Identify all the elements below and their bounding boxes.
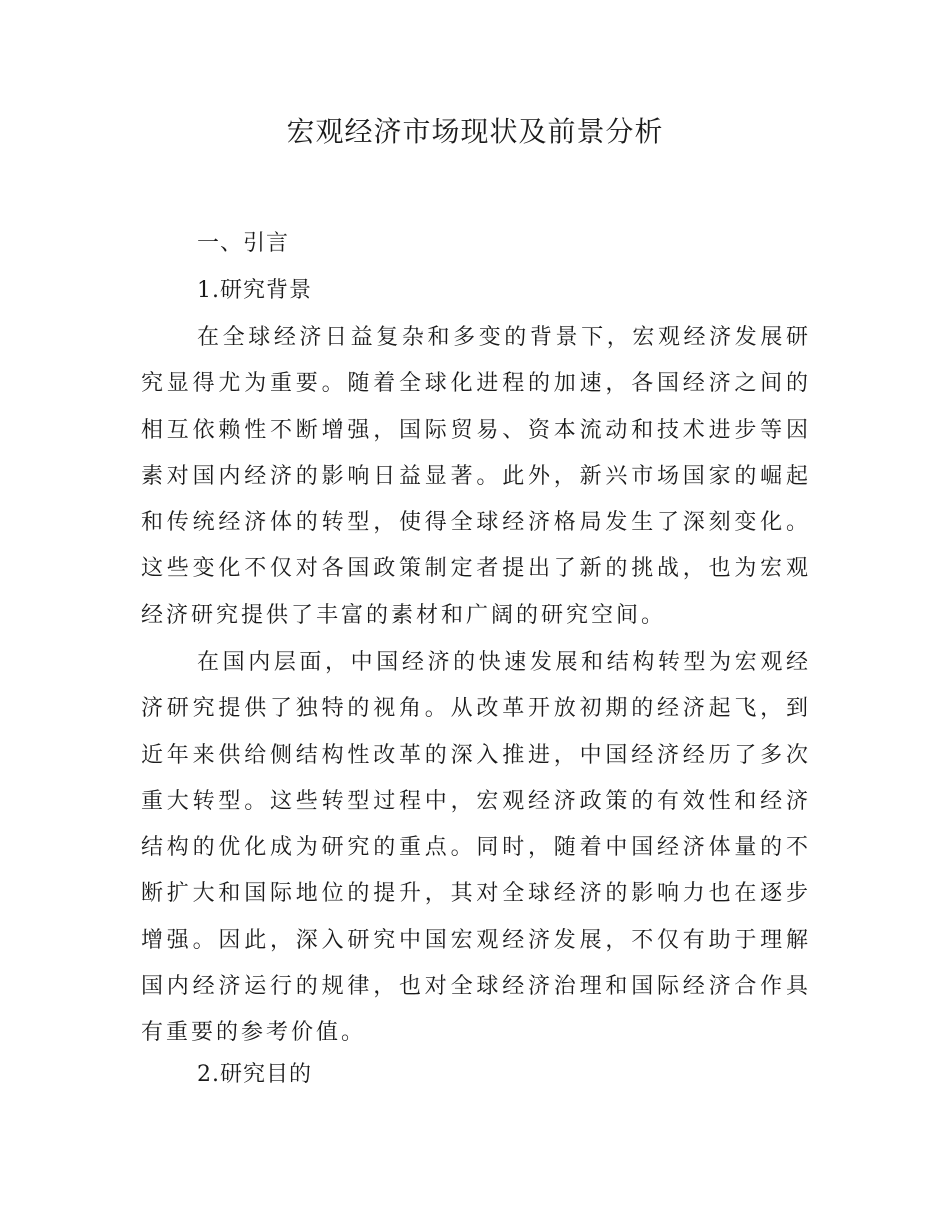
document-title: 宏观经济市场现状及前景分析 bbox=[286, 115, 664, 148]
subsection-heading-research-purpose: 2.研究目的 bbox=[197, 1062, 312, 1087]
subsection-heading-research-background: 1.研究背景 bbox=[197, 278, 312, 303]
section-heading-introduction: 一、引言 bbox=[197, 231, 290, 256]
body-paragraph-2: 在国内层面，中国经济的快速发展和结构转型为宏观经济研究提供了独特的视角。从改革开放初期的经济起飞，到近年来供给侧结构性改革的深入推进，中国经济经历了多次重大转型。这些转型过程中，宏观经济政策的有效性和经济结构的优化成为研究的重点。同时，随着中国经济体量的不断扩大和国际地位的提升，其对全球经济的影响力也在逐步增强。因此，深入研究中国宏观经济发展，不仅有助于理解国内经济运行的规律，也对全球经济治理和国际经济合作具有重要的参考价值。 bbox=[141, 650, 811, 1046]
body-paragraph-1: 在全球经济日益复杂和多变的背景下，宏观经济发展研究显得尤为重要。随着全球化进程的加速，各国经济之间的相互依赖性不断增强，国际贸易、资本流动和技术进步等因素对国内经济的影响日益显著。此外，新兴市场国家的崛起和传统经济体的转型，使得全球经济格局发生了深刻变化。这些变化不仅对各国政策制定者提出了新的挑战，也为宏观经济研究提供了丰富的素材和广阔的研究空间。 bbox=[141, 325, 811, 628]
